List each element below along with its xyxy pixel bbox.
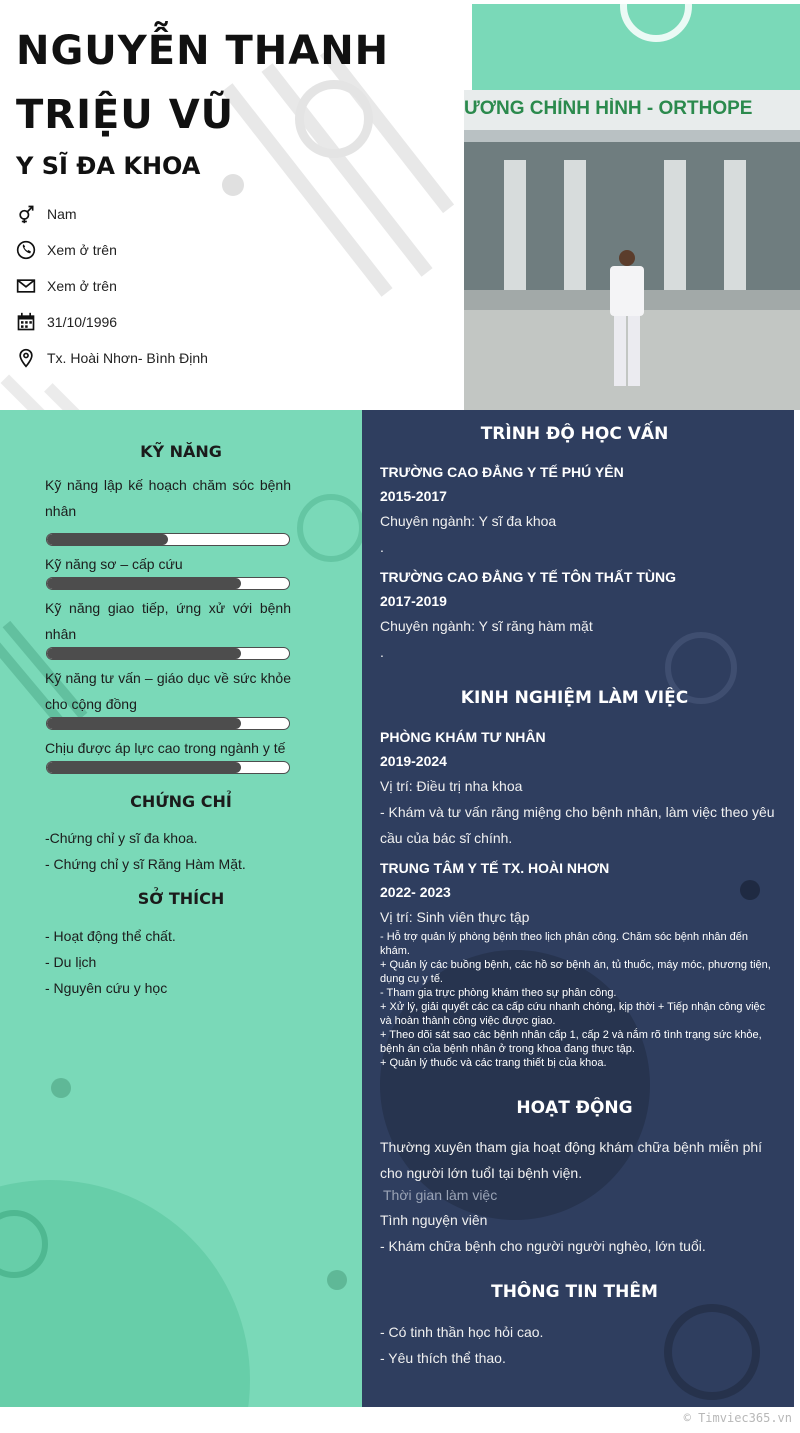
gender-row bbox=[16, 202, 77, 226]
right-column bbox=[362, 410, 794, 1407]
skill-level-fill bbox=[47, 762, 241, 773]
exp-years: 2022- 2023 bbox=[380, 884, 451, 900]
gender-value: Nam bbox=[47, 206, 77, 222]
edu-school: TRƯỜNG CAO ĐẲNG Y TẾ TÔN THẤT TÙNG bbox=[380, 569, 677, 585]
skills-heading: KỸ NĂNG bbox=[140, 442, 222, 461]
watermark-footer: © Timviec365.vn bbox=[683, 1411, 792, 1425]
additional-info-item: - Có tinh thần học hỏi cao. bbox=[380, 1324, 544, 1340]
exp-description: - Khám và tư vấn răng miệng cho bệnh nhân, làm việc theo yêu cầu của bác sĩ chính. bbox=[380, 804, 775, 846]
address-value: Tx. Hoài Nhơn- Bình Định bbox=[47, 350, 208, 366]
phone-value: Xem ở trên bbox=[47, 242, 117, 258]
skill-level-fill bbox=[47, 534, 168, 545]
additional-info-item: - Yêu thích thể thao. bbox=[380, 1350, 506, 1366]
job-title: Y SĨ ĐA KHOA bbox=[16, 152, 201, 180]
hobbies-heading: SỞ THÍCH bbox=[137, 889, 225, 908]
edu-years: 2017-2019 bbox=[380, 593, 447, 609]
skill-label: Kỹ năng sơ – cấp cứu bbox=[45, 556, 183, 572]
additional-info-heading: THÔNG TIN THÊM bbox=[491, 1282, 658, 1302]
calendar-icon bbox=[16, 312, 36, 332]
education-heading: TRÌNH ĐỘ HỌC VẤN bbox=[480, 424, 669, 444]
phone-row bbox=[16, 238, 117, 262]
location-pin-icon bbox=[16, 348, 36, 368]
mail-icon bbox=[16, 276, 36, 296]
activities-text: Thường xuyên tham gia hoạt động khám chữa bệnh miễn phí cho người lớn tuổI tại bệnh viện. bbox=[380, 1139, 763, 1181]
phone-icon bbox=[16, 240, 36, 260]
certificates-heading: CHỨNG CHỈ bbox=[130, 792, 232, 811]
gender-icon bbox=[16, 204, 36, 224]
exp-position: Vị trí: Sinh viên thực tập bbox=[380, 909, 530, 925]
certificate-item: - Chứng chỉ y sĩ Răng Hàm Mặt. bbox=[45, 856, 246, 872]
skill-level-bar bbox=[46, 577, 290, 590]
activities-time: Thời gian làm việc bbox=[383, 1187, 498, 1203]
email-value: Xem ở trên bbox=[47, 278, 117, 294]
exp-years: 2019-2024 bbox=[380, 753, 447, 769]
hobby-item: - Nguyên cứu y học bbox=[45, 980, 168, 996]
skill-level-fill bbox=[47, 578, 241, 589]
skill-level-bar bbox=[46, 647, 290, 660]
skill-level-bar bbox=[46, 761, 290, 774]
skill-label: Kỹ năng lập kế hoạch chăm sóc bệnh nhân bbox=[45, 477, 291, 519]
skill-level-bar bbox=[46, 533, 290, 546]
exp-description: - Hỗ trợ quản lý phòng bệnh theo lịch phân công. Chăm sóc bệnh nhân đến khám. + Quản lý các buồng bệnh, các hồ sơ bệnh án, tủ thuốc, máy móc, phương tiện, dụng cụ y tế. - Tham gia trực phòng khám theo sự phân công. + Xử lý, giải quyết các ca cấp cứu nhanh chóng, kịp thời + Tiếp nhận công việc và hoàn thành công việc được giao. + Theo dõi sát sao các bệnh nhân cấp 1, cấp 2 và nắm rõ tình trạng sức khỏe, bệnh án của bệnh nhân ở trong khoa đang thực tập. + Quản lý thuốc và các trang thiết bị của khoa. bbox=[380, 931, 771, 1069]
hobby-item: - Du lịch bbox=[45, 954, 97, 970]
edu-major: Chuyên ngành: Y sĩ răng hàm mặt bbox=[380, 618, 593, 634]
exp-company: PHÒNG KHÁM TƯ NHÂN bbox=[380, 729, 546, 745]
skill-level-fill bbox=[47, 648, 241, 659]
birthday-row bbox=[16, 310, 117, 334]
exp-company: TRUNG TÂM Y TẾ TX. HOÀI NHƠN bbox=[380, 860, 610, 876]
activities-heading: HOẠT ĐỘNG bbox=[516, 1098, 633, 1118]
skill-level-fill bbox=[47, 718, 241, 729]
edu-dot: . bbox=[380, 539, 384, 555]
skill-label: Kỹ năng giao tiếp, ứng xử với bệnh nhân bbox=[45, 600, 291, 642]
profile-photo bbox=[464, 90, 800, 410]
address-row bbox=[16, 346, 208, 370]
experience-heading: KINH NGHIỆM LÀM VIỆC bbox=[460, 688, 689, 708]
exp-position: Vị trí: Điều trị nha khoa bbox=[380, 778, 523, 794]
skill-label: Kỹ năng tư vấn – giáo dục về sức khỏe cho cộng đồng bbox=[45, 670, 291, 712]
skill-level-bar bbox=[46, 717, 290, 730]
email-row bbox=[16, 274, 117, 298]
activities-description: - Khám chữa bệnh cho người người nghèo, lớn tuổi. bbox=[380, 1238, 706, 1254]
photo-building-sign: ƯƠNG CHỈNH HÌNH - ORTHOPE bbox=[464, 98, 753, 119]
activities-role: Tình nguyện viên bbox=[380, 1212, 488, 1228]
skill-label: Chịu được áp lực cao trong ngành y tế bbox=[45, 740, 286, 756]
edu-major: Chuyên ngành: Y sĩ đa khoa bbox=[380, 513, 557, 529]
candidate-name-line1: NGUYỄN THANH bbox=[16, 28, 390, 74]
edu-dot: . bbox=[380, 644, 384, 660]
candidate-name-line2: TRIỆU VŨ bbox=[16, 92, 235, 138]
hobby-item: - Hoạt động thể chất. bbox=[45, 928, 176, 944]
certificate-item: -Chứng chỉ y sĩ đa khoa. bbox=[45, 830, 198, 846]
birthday-value: 31/10/1996 bbox=[47, 314, 118, 330]
edu-school: TRƯỜNG CAO ĐẲNG Y TẾ PHÚ YÊN bbox=[380, 464, 624, 480]
left-column bbox=[0, 410, 362, 1407]
edu-years: 2015-2017 bbox=[380, 488, 447, 504]
cv-header bbox=[0, 0, 800, 410]
